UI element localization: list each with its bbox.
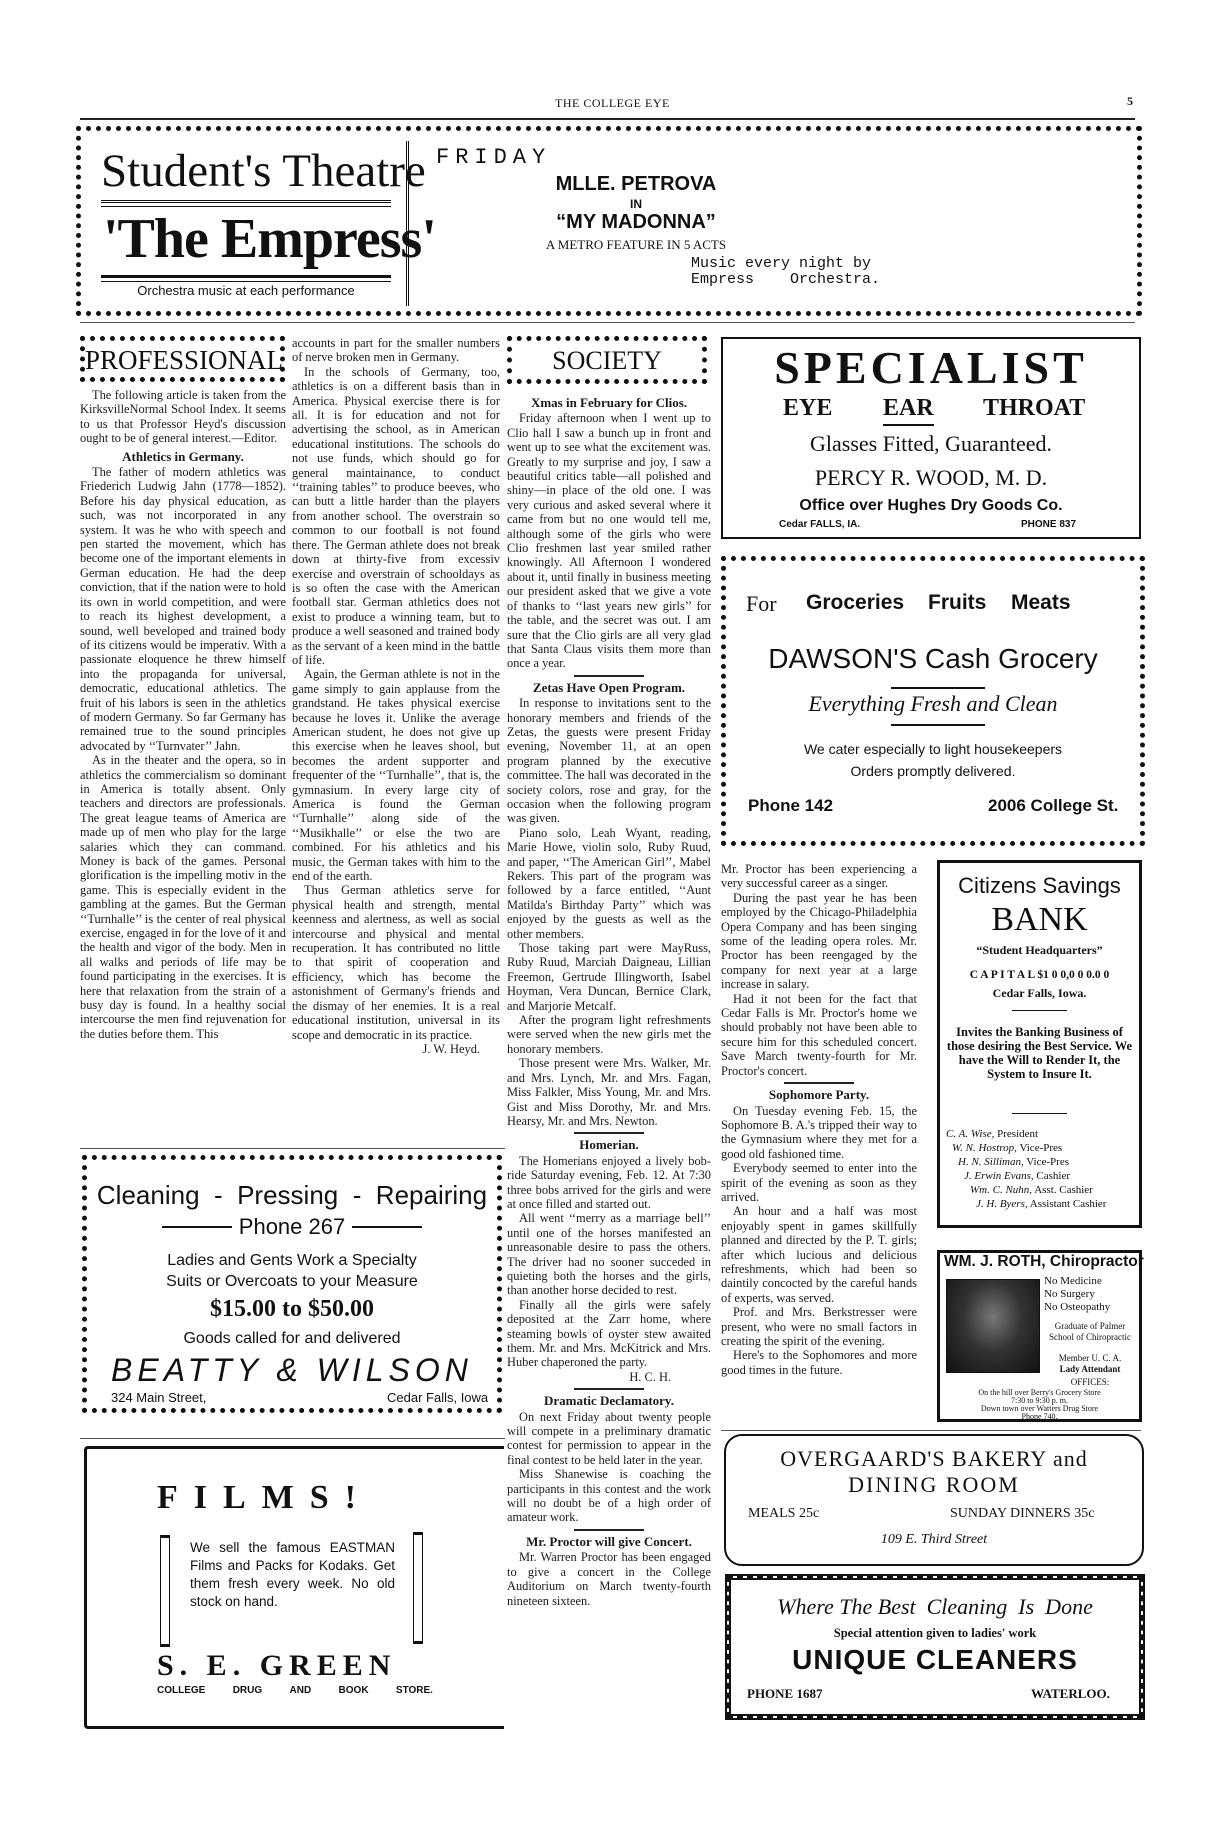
page-number: 5: [1127, 94, 1134, 108]
grocery-ad: [721, 556, 1145, 846]
section-rule: [80, 1148, 505, 1149]
society-paragraph: On next Friday about twenty people will compete in a preliminary dramatic contest for permission to appear in the final contest to be held later in the year.: [507, 1409, 711, 1467]
professional-column-2: [292, 336, 500, 1056]
cleaners-ad: [725, 1574, 1145, 1720]
bank-officer: H. N. Silliman, Vice-Pres: [958, 1156, 1069, 1168]
grocery-slogan-rule-bottom: [891, 724, 985, 726]
grocery-slogan-rule-top: [891, 687, 985, 689]
bank-invite: Invites the Banking Business of those desiring the Best Service. We have the Will to Render It, the System to Insure It.: [946, 1025, 1133, 1081]
cleaning-city: Cedar Falls, Iowa: [387, 1390, 489, 1405]
society-column: [507, 392, 711, 1608]
chiro-offices-label: OFFICES:: [1070, 1377, 1110, 1387]
divider: [1012, 1010, 1067, 1011]
theatre-feature: A METRO FEATURE IN 5 ACTS: [545, 237, 727, 252]
films-body: We sell the famous EASTMAN Films and Packs for Kodaks. Get them fresh every week. No old stock on hand.: [190, 1540, 395, 1609]
society-paragraph: Those present were Mrs. Walker, Mr. and Mrs. Lynch, Mr. and Mrs. Fagan, Miss Falkler, Miss Young, Mr. and Mrs. Gist and Miss Dorothy, Mr. and Mrs. Hearsy, Mr. and Mrs. Newton.: [507, 1056, 711, 1128]
films-sub-word: COLLEGE: [157, 1685, 206, 1696]
society-paragraph: Piano solo, Leah Wyant, reading, Marie Howe, violin solo, Ruby Ruud, and paper, ‘‘The American Girl’’, Mabel Rekers. This part of the program was followed by a farce entitled, ‘‘Aunt Matilda's Birthday Party’’ which was enjoyed by the guests as well as the other members.: [507, 825, 711, 941]
films-ad: [84, 1446, 504, 1729]
society-paragraph: Mr. Warren Proctor has been engaged to give a concert in the College Auditorium on March twenty-fourth nineteen sixteen.: [507, 1550, 711, 1608]
chiro-member: Member U. C. A.: [1058, 1353, 1122, 1363]
professional-article-title: Athletics in Germany.: [122, 448, 244, 464]
professional-paragraph: Again, the German athlete is not in the game simply to gain applause from the grandstand. He takes physical exercise because he loves it. Unlike the average American student, he does not give up this exercise when he leaves shool, but becomes the ardent supporter and frequenter of the ‘‘Turnhalle’’, that is, the gymnasium. In every large city of America is found the German ‘‘Turnhalle’’ along side of the ‘‘Musikhalle’’ or else the two are combined. For his athletics and his music, the German takes with him to the end of the earth.: [292, 667, 500, 884]
grocery-slogan: Everything Fresh and Clean: [808, 691, 1058, 716]
divider: [784, 1082, 854, 1084]
society-article-title: Xmas in February for Clios.: [530, 395, 688, 410]
grocery-item: Groceries: [806, 591, 905, 614]
professional-heading-box: [80, 336, 285, 382]
society-paragraph: The Homerians enjoyed a lively bob-ride Saturday evening, Feb. 12. At 7:30 three bobs arrived for the girls and were at once filled and started out.: [507, 1153, 711, 1211]
professional-intro: The following article is taken from the KirksvilleNormal School Index. It seems to us that Professor Heyd's discussion ought to be of general interest.—Editor.: [80, 388, 286, 446]
chiro-lady: Lady Attendant: [1059, 1364, 1121, 1374]
divider: [574, 1529, 644, 1531]
films-sub-word: STORE.: [395, 1685, 433, 1696]
society-paragraph: Mr. Proctor has been experiencing a very successful career as a singer.: [721, 862, 917, 891]
society-continued-column: [721, 862, 917, 1377]
theatre-rule-top: [101, 200, 391, 207]
chiro-grad: Graduate of Palmer School of Chiropractic: [1049, 1321, 1131, 1342]
chiro-hours: 7:30 to 9:30 p. m.: [1011, 1396, 1068, 1405]
theatre-tagline: Orchestra music at each performance: [137, 283, 355, 298]
films-sub: [157, 1685, 433, 1696]
bank-officer: J. Erwin Evans, Cashier: [964, 1170, 1071, 1182]
bank-capital: [940, 969, 1139, 981]
bank-city: Cedar Falls, Iowa.: [992, 986, 1087, 1000]
chiro-photo: [946, 1279, 1040, 1373]
bank-ad: [937, 860, 1142, 1228]
page-header-title: THE COLLEGE EYE: [555, 96, 670, 110]
society-article-title: Sophomore Party.: [768, 1087, 870, 1103]
bakery-address: 109 E. Third Street: [880, 1532, 988, 1547]
society-paragraph: After the program light refreshments were served when the new girls met the honorary members.: [507, 1013, 711, 1056]
specialist-service-throat: THROAT: [983, 395, 1086, 421]
chiro-no-list: [1044, 1275, 1110, 1314]
bank-name: Citizens Savings: [958, 873, 1121, 898]
specialist-phone: PHONE 837: [1021, 519, 1077, 530]
cleaners-slogan: Where The Best Cleaning Is Done: [777, 1594, 1093, 1619]
cleaning-address: 324 Main Street,: [111, 1390, 207, 1405]
specialist-ad: [721, 337, 1141, 539]
professional-column-1: [80, 388, 286, 1041]
specialist-doctor: PERCY R. WOOD, M. D.: [814, 465, 1048, 490]
divider: [1012, 1113, 1067, 1114]
cleaning-line1: Ladies and Gents Work a Specialty: [167, 1252, 417, 1269]
bank-label: BANK: [991, 901, 1088, 938]
grocery-item: Meats: [1011, 591, 1071, 614]
cleaners-phone: PHONE 1687: [747, 1686, 823, 1701]
section-rule: [80, 322, 1135, 323]
films-sub-word: BOOK: [338, 1685, 369, 1696]
society-heading-box: [507, 336, 707, 384]
society-article-title: Zetas Have Open Program.: [532, 679, 686, 695]
theatre-in: IN: [630, 197, 642, 211]
cleaners-city: WATERLOO.: [1031, 1686, 1110, 1701]
bank-capital-label: C A P I T A L: [969, 969, 1035, 981]
cleaners-sub: Special attention given to ladies' work: [833, 1626, 1037, 1640]
films-store-name: S. E. GREEN: [157, 1649, 397, 1682]
society-paragraph: Everybody seemed to enter into the spirit of the evening as soon as they arrived.: [721, 1161, 917, 1204]
specialist-service-eye: EYE: [783, 395, 833, 421]
bank-officer: W. N. Hostrop, Vice-Pres: [952, 1142, 1063, 1154]
society-paragraph: Those taking part were MayRuss, Ruby Ruud, Marciah Daigneau, Lillian Freemon, Gertrude Illingworth, Isabel Hoyman, Vera Duncan, Bernice Clark, and Marjorie Metcalf.: [507, 941, 711, 1013]
bank-officers: [946, 1127, 1142, 1211]
theatre-music-2: Empress Orchestra.: [691, 271, 881, 288]
divider: [574, 1388, 644, 1390]
chiro-office1: On the hill over Berry's Grocery Store: [978, 1388, 1101, 1397]
professional-paragraph: In the schools of Germany, too, athletics is on a different basis than in America. Physical exercise there is for all. It is for education and not for advertising the school, as in American educational institutions. The schools do not use funds, which should go for general maintainance, to conduct ‘‘training tables’’ to produce beeves, who can butt a little harder than the players from another school. The overstrain so common to our football is not found there. The German athlete does not break down at thirty-five from excessiv exercise and overstrain of schooldays as is so often the case with the American football star. German athletics does not exist to produce a winning team, but to produce a well seasoned and trained body as the servant of a keen mind in the battle of life.: [292, 364, 500, 667]
chiro-phone: Phone 740.: [1021, 1412, 1058, 1421]
society-article-title: Dramatic Declamatory.: [544, 1393, 674, 1409]
theatre-music-1: Music every night by: [691, 255, 872, 272]
films-bar-left: [160, 1535, 170, 1647]
chiro-no-item: No Surgery: [1044, 1288, 1095, 1300]
grocery-line1: We cater especially to light housekeepers: [803, 741, 1063, 757]
films-bar-right: [413, 1532, 423, 1644]
grocery-phone: Phone 142: [748, 796, 834, 815]
bank-capital-value: $1 0 0,0 0 0.0 0: [1037, 969, 1110, 981]
society-paragraph: All went ‘‘merry as a marriage bell’’ until one of the horses manifested an unreasonable desire to pass the others. The driver had no sooner succeded in quieting both the horses and the girls, than another horse decided to rest.: [507, 1211, 711, 1298]
society-article-title: Mr. Proctor will give Concert.: [526, 1533, 692, 1549]
society-paragraph: During the past year he has been employed by the Chicago-Philadelphia Opera Company and has been singing some of the leading opera roles. Mr. Proctor has been reengaged by the company for next year at a large increase in salary.: [721, 890, 917, 992]
chiro-office2: Down town over Watters Drug Store: [980, 1404, 1099, 1413]
society-paragraph: Here's to the Sophomores and more good times in the future.: [721, 1348, 917, 1377]
specialist-office: Office over Hughes Dry Goods Co.: [799, 497, 1063, 514]
header-rule: [80, 118, 1135, 120]
professional-paragraph: As in the theater and the opera, so in athletics the commercialism so dominant in America is totally absent. Only teachers and directors are professionals. The great league teams of America are made up of men who play for the large salaries which they can command. Money is back of the games. Personal glorification is the impelling motiv in the game. This is especially evident in the gambling at the games. But the German ‘‘Turnhalle’’ is the center of real physical exercise, engaged in for the love of it and the health and vigor of the body. Men in all walks and periods of life may be found participating in the exercises. It is here that relaxation from the strain of a busy day is found. In a healthy social intercourse the men find rejuvenation for the duties before them. This: [80, 753, 286, 1041]
specialist-service-ear: EAR: [883, 395, 934, 426]
chiro-name: WM. J. ROTH, Chiropractor: [944, 1253, 1144, 1270]
bakery-name-1: OVERGAARD'S BAKERY and: [780, 1446, 1088, 1471]
divider: [574, 675, 644, 677]
grocery-for: For: [746, 591, 777, 616]
society-heading: SOCIETY: [552, 346, 662, 375]
bakery-meals: MEALS 25c: [748, 1506, 820, 1521]
bakery-sunday: SUNDAY DINNERS 35c: [950, 1506, 1095, 1521]
theatre-ad: [76, 126, 1142, 316]
professional-paragraph: The father of modern athletics was Friederich Ludwig Jahn (1778—1852). Before his day physical education, as such, was not incorporated in any system. It was he who with speech and pen started the movement, which has become one of the important elements in German education. He had the deep conviction, that if the nation were to hold its own in world competition, and were to reach its highest development, a sound, well beveloped and trained body of its citizens would be imperativ. With a passionate eloquence he threw himself into the propaganda for universal, democratic, educational athletics. The fruit of his labors is seen in the athletics of modern Germany. So far Germany has remained true to the sound principles advocated by ‘‘Turnvater’’ Jahn.: [80, 465, 286, 753]
section-rule: [80, 1438, 505, 1439]
society-article-title: Homerian.: [579, 1137, 639, 1153]
chiro-no-item: No Medicine: [1044, 1275, 1102, 1287]
society-paragraph: Prof. and Mrs. Berkstresser were present, who were no small factors in creating the spirit of the evening.: [721, 1305, 917, 1348]
specialist-city: Cedar FALLS, IA.: [779, 519, 861, 530]
divider: [352, 1226, 422, 1228]
professional-paragraph: Thus German athletics serve for physical health and strength, mental keenness and alertness, as well as social intercourse and physical and mental recuperation. It has contributed no little to that spirit of cooperation and efficiency, which has become the astonishment of Germany's friends and the dismay of her enemies. It is a real educational institution, universal in its scope and democratic in its practice.: [292, 883, 500, 1042]
bakery-ad: [724, 1434, 1144, 1566]
theatre-venue: 'The Empress': [103, 208, 436, 270]
chiropractor-ad: [937, 1250, 1142, 1422]
grocery-item: Fruits: [928, 591, 987, 614]
theatre-film: “MY MADONNA”: [556, 211, 716, 233]
theatre-divider: [406, 141, 409, 306]
theatre-star: MLLE. PETROVA: [555, 173, 717, 195]
specialist-glasses: Glasses Fitted, Guaranteed.: [810, 431, 1052, 456]
theatre-rule-bottom: [101, 275, 391, 282]
cleaners-name: UNIQUE CLEANERS: [792, 1644, 1078, 1675]
professional-paragraph: accounts in part for the smaller numbers of nerve broken men in Germany.: [292, 336, 500, 365]
divider: [574, 1132, 644, 1134]
bank-motto: “Student Headquarters”: [976, 943, 1103, 957]
bank-officer: J. H. Byers, Assistant Cashier: [976, 1198, 1107, 1210]
bank-officer: C. A. Wise, President: [946, 1128, 1039, 1140]
society-paragraph: On Tuesday evening Feb. 15, the Sophomore B. A.'s tripped their way to the Gymnasium where they met for a good old fashioned time.: [721, 1103, 917, 1161]
society-paragraph: Friday afternoon when I went up to Clio hall I saw a bunch up in front and went up to see what the excitement was. Greatly to my surprise and joy, I saw a beautiful critics table—all polished and shiny—in place of the old one. I was very curious and asked several where it came from but no one would tell me, although some of the girls who were Clio freshmen last year smiled rather knowingly. All Afternoon I wondered about it, until finally in business meeting our president asked that we give a vote of thanks to ‘‘last years new girls’’ for the table, and the secret was out. I am sure that the Clio girls are all very glad that Santa Claus visits them more than once a year.: [507, 411, 711, 671]
films-sub-word: DRUG: [232, 1685, 263, 1696]
section-rule: [721, 1430, 1141, 1431]
cleaning-line2: Suits or Overcoats to your Measure: [166, 1273, 418, 1290]
professional-signature: J. W. Heyd.: [422, 1041, 480, 1056]
cleaning-ad: [82, 1155, 502, 1413]
society-signature: H. C. H.: [629, 1369, 671, 1384]
grocery-address: 2006 College St.: [988, 796, 1119, 815]
cleaning-phone: Phone 267: [238, 1214, 346, 1239]
films-sub-word: AND: [289, 1685, 312, 1696]
cleaning-price: $15.00 to $50.00: [210, 1296, 374, 1322]
theatre-day: FRIDAY: [436, 145, 552, 170]
society-paragraph: Finally all the girls were safely deposited at the Zarr home, where steaming bowls of oyster stew awaited them. Mr. and Mrs. McKitrick and Mrs. Huber chaperoned the party.: [507, 1297, 711, 1370]
chiro-no-item: No Osteopathy: [1044, 1301, 1111, 1313]
specialist-headline: SPECIALIST: [774, 342, 1088, 393]
theatre-name: Student's Theatre: [101, 145, 426, 197]
grocery-name: DAWSON'S Cash Grocery: [768, 643, 1098, 674]
bakery-name-2: DINING ROOM: [848, 1472, 1020, 1497]
society-paragraph: In response to invitations sent to the honorary members and friends of the Zetas, the guests were present Friday evening, November 11, at an open program planned by the executive committee. The hall was decorated in the society colors, rose and gray, for the occasion when the following program was given.: [507, 696, 711, 826]
grocery-line2: Orders promptly delivered.: [850, 763, 1016, 779]
society-paragraph: An hour and a half was most enjoyably spent in games skillfully planned and directed by the P. T. girls; after which lucious and delicious refreshments, which had been so daintily concocted by the careful hands of experts, was served.: [721, 1204, 917, 1305]
bank-officer: Wm. C. Nuhn, Asst. Cashier: [970, 1184, 1093, 1196]
films-headline: FILMS!: [157, 1479, 372, 1516]
society-paragraph: Miss Shanewise is coaching the participants in this contest and the work will no doubt be of a high order of amateur work.: [507, 1467, 711, 1525]
society-paragraph: Had it not been for the fact that Cedar Falls is Mr. Proctor's home we should probably not have been able to secure him for this scheduled concert. Save March twenty-fourth for Mr. Proctor's concert.: [721, 991, 917, 1078]
professional-heading: PROFESSIONAL: [85, 345, 284, 375]
cleaning-headline: Cleaning - Pressing - Repairing: [96, 1180, 488, 1210]
cleaning-name: BEATTY & WILSON: [111, 1352, 473, 1388]
cleaning-line3: Goods called for and delivered: [183, 1330, 401, 1347]
